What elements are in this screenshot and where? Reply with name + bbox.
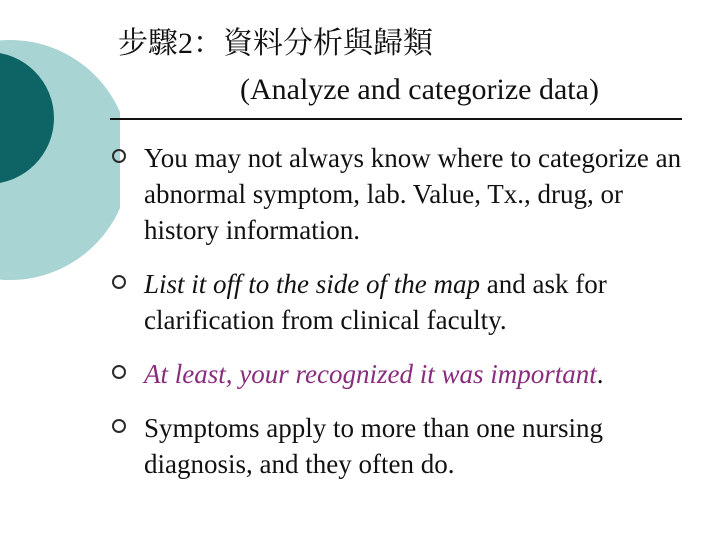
page-subtitle: (Analyze and categorize data) xyxy=(240,73,599,106)
bullet-rest: . xyxy=(596,359,604,389)
bullet-emphasis: List it off to the side of the map xyxy=(144,269,480,299)
bullet-text: You may not always know where to categorize an abnormal symptom, lab. Value, Tx., drug, or history information. xyxy=(144,143,682,245)
bullet-item xyxy=(112,140,702,248)
bullet-item xyxy=(112,356,702,392)
title-divider xyxy=(110,118,682,120)
bullet-text xyxy=(144,266,702,338)
bullet-item xyxy=(112,266,702,338)
bullet-item xyxy=(112,410,702,482)
circle-bullet-icon xyxy=(112,275,126,289)
bullet-text xyxy=(144,356,702,392)
circle-bullet-icon xyxy=(112,419,126,433)
bullet-text: Symptoms apply to more than one nursing diagnosis, and they often do. xyxy=(144,413,603,479)
bullet-list xyxy=(112,140,702,500)
bullet-rest: and ask for clarification from clinical faculty. xyxy=(144,269,607,335)
bullet-emphasis-purple: At least, your recognized it was important xyxy=(144,359,597,389)
decorative-circles xyxy=(0,0,120,300)
circle-bullet-icon xyxy=(112,149,126,163)
page-title: 步驟2：資料分析與歸類 xyxy=(118,27,433,60)
circle-bullet-icon xyxy=(112,365,126,379)
